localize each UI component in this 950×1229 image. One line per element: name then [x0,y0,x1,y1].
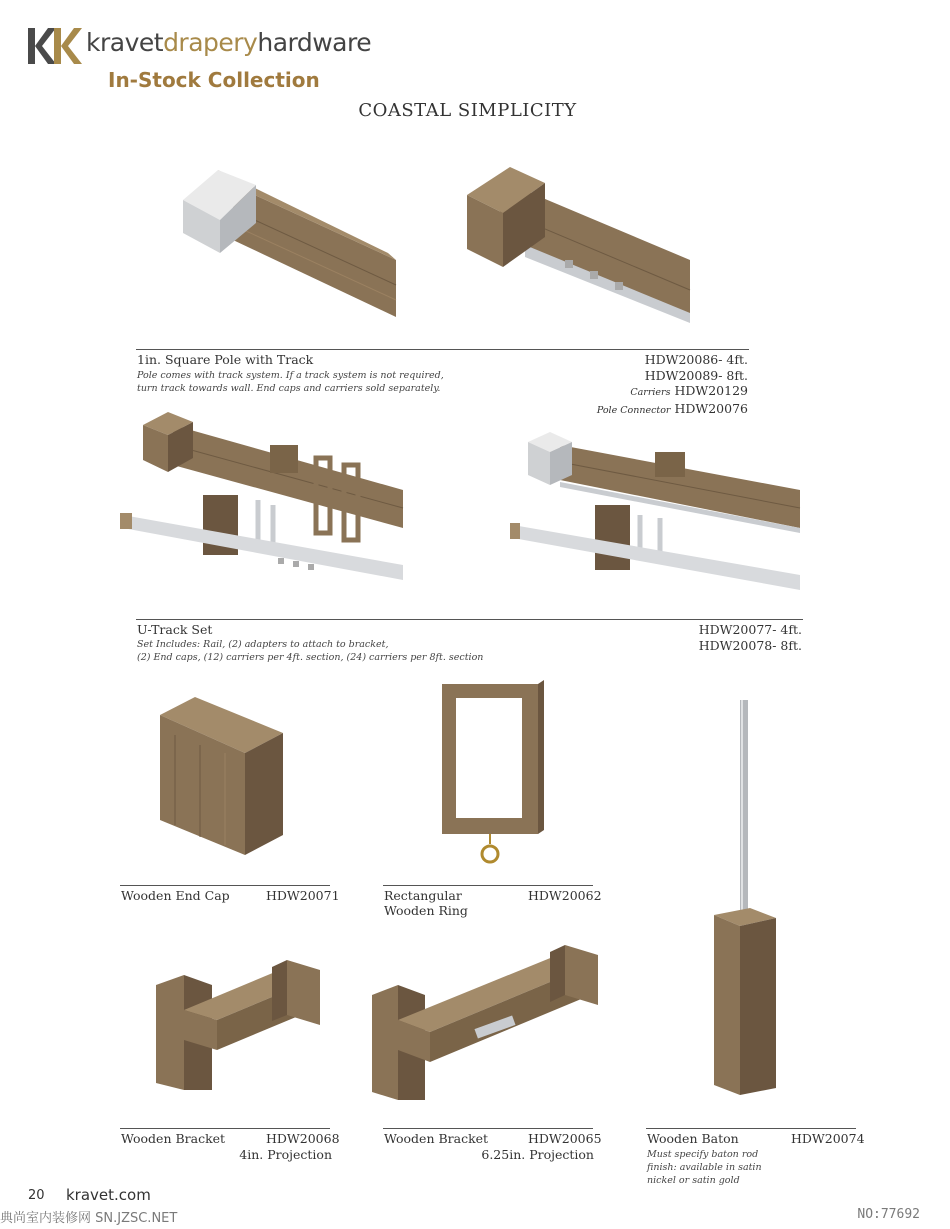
square-pole-sku-8ft: HDW20089- 8ft. [644,367,748,383]
end-cap-sku: HDW20071 [266,888,340,903]
divider-line [120,1128,330,1129]
square-pole-desc-line1: Pole comes with track system. If a track system is not required, [137,370,444,381]
ring-sku: HDW20062 [528,888,602,903]
u-track-desc-line1: Set Includes: Rail, (2) adapters to attach to bracket, [137,639,389,650]
carriers-sku: HDW20129 [674,383,748,398]
collection-title: In-Stock Collection [108,68,320,92]
wooden-baton-image [710,700,780,1100]
bracket-4in-sku: HDW20068 [266,1131,340,1146]
website-link[interactable]: kravet.com [66,1186,151,1204]
section-title: COASTAL SIMPLICITY [358,100,577,121]
baton-desc-line3: nickel or satin gold [647,1175,740,1186]
baton-desc-line1: Must specify baton rod [647,1149,759,1160]
square-pole-skus [597,352,748,418]
square-pole-wood-cap-image [465,165,693,325]
u-track-sku-4ft: HDW20077- 4ft. [698,622,802,637]
divider-line [383,885,593,886]
divider-line [136,349,749,350]
brand-part-kravet: kravet [86,28,164,57]
square-pole-steel-cap-image [178,165,400,320]
brand-wordmark [86,28,371,57]
bracket-625in-name: Wooden Bracket [384,1131,489,1146]
ring-name-line1: Rectangular [384,888,462,903]
u-track-desc-line2: (2) End caps, (12) carriers per 4ft. section, (24) carriers per 8ft. section [137,652,484,663]
baton-sku: HDW20074 [791,1131,865,1146]
u-track-skus [699,622,802,653]
divider-line [120,885,330,886]
ring-name-line2: Wooden Ring [384,903,468,918]
end-cap-name: Wooden End Cap [121,888,230,903]
square-pole-desc-line2: turn track towards wall. End caps and carriers sold separately. [137,383,441,394]
bracket-4in-name: Wooden Bracket [121,1131,226,1146]
divider-line [383,1128,593,1129]
baton-desc-line2: finish: available in satin [647,1162,762,1173]
brand-part-hardware: hardware [257,28,372,57]
bracket-625in-projection: 6.25in. Projection [481,1147,594,1162]
square-pole-connector [597,401,748,419]
brand-part-drapery: drapery [163,28,258,57]
kravet-logo-icon [28,26,84,66]
connector-sku: HDW20076 [674,400,748,416]
connector-label: Pole Connector [596,404,671,416]
watermark-left: 典尚室内装修网 SN.JZSC.NET [0,1211,178,1226]
square-pole-carriers [597,383,748,401]
baton-name: Wooden Baton [647,1131,739,1146]
rectangular-wooden-ring-image [438,678,546,868]
wooden-end-cap-image [155,695,290,857]
wooden-bracket-4in-image [152,955,324,1095]
bracket-625in-sku: HDW20065 [528,1131,602,1146]
u-track-set-steel-image [510,430,805,595]
wooden-bracket-625in-image [370,940,605,1105]
watermark-right: NO:77692 [857,1207,920,1222]
divider-line [136,619,803,620]
square-pole-sku-4ft: HDW20086- 4ft. [644,352,748,367]
u-track-set-wood-image [118,410,408,588]
divider-line [646,1128,856,1129]
square-pole-name: 1in. Square Pole with Track [137,352,314,367]
carriers-label: Carriers [630,387,671,398]
u-track-sku-8ft: HDW20078- 8ft. [698,637,802,653]
page-number: 20 [28,1188,45,1203]
bracket-4in-projection: 4in. Projection [239,1147,332,1162]
u-track-name: U-Track Set [137,622,213,637]
